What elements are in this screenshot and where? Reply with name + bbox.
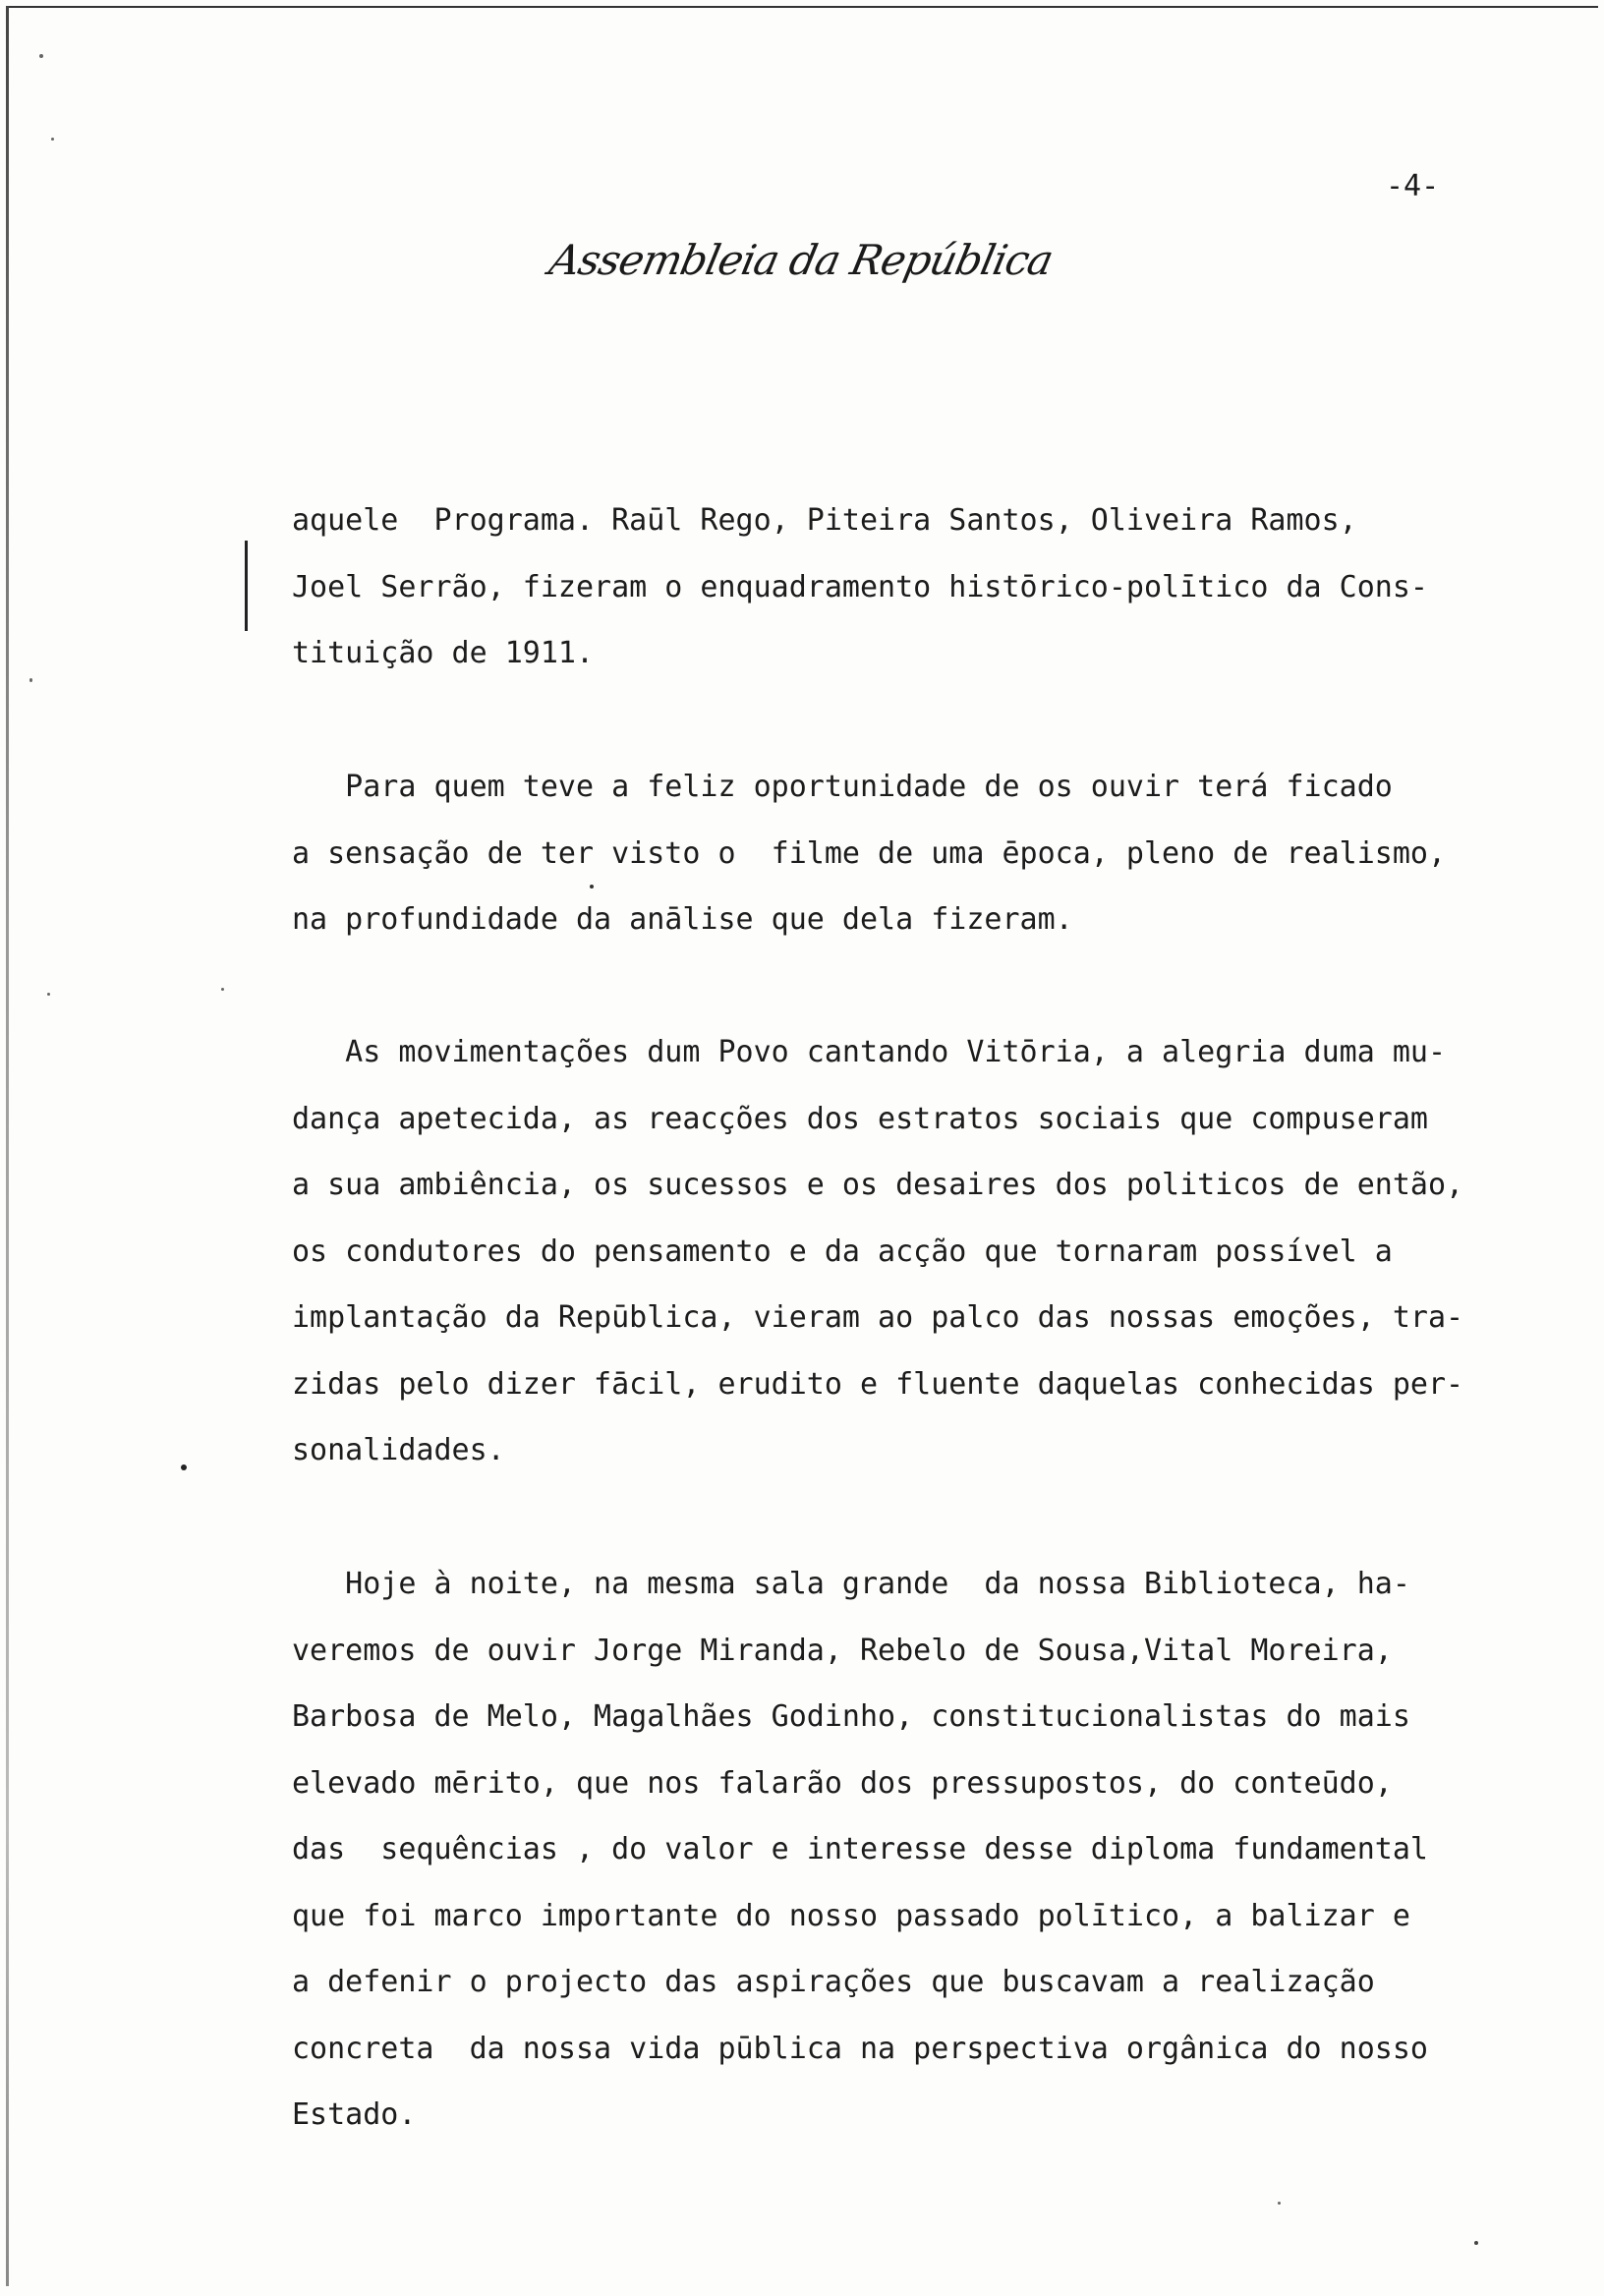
scan-left-edge	[6, 6, 9, 2286]
text-line: a sua ambiência, os sucessos e os desaires dos politicos de então,	[292, 1168, 1464, 1202]
paragraph-3	[292, 1019, 1463, 1484]
text-line: tituição de 1911.	[292, 636, 595, 670]
text-line: elevado mērito, que nos falarão dos pressupostos, do conteūdo,	[292, 1765, 1393, 1801]
scan-top-edge	[6, 6, 1598, 8]
text-line: Joel Serrão, fizeram o enquadramento histōrico-polītico da Cons-	[292, 569, 1428, 604]
scan-speck	[29, 678, 32, 682]
scan-speck	[51, 138, 54, 141]
text-line: Estado.	[292, 2097, 417, 2132]
page-number: -4-	[1386, 169, 1440, 203]
text-line: aquele Programa. Raūl Rego, Piteira Santos, Oliveira Ramos,	[292, 503, 1357, 538]
text-line: veremos de ouvir Jorge Miranda, Rebelo de Sousa,Vital Moreira,	[292, 1633, 1393, 1668]
text-line: Hoje à noite, na mesma sala grande da nossa Biblioteca, ha-	[292, 1567, 1410, 1601]
text-line: zidas pelo dizer fācil, erudito e fluente daquelas conhecidas per-	[292, 1366, 1464, 1402]
letterhead-title: Assembleia da República	[544, 236, 1058, 284]
scan-speck	[47, 993, 50, 996]
text-line: As movimentações dum Povo cantando Vitōria, a alegria duma mu-	[292, 1035, 1446, 1069]
scan-speck	[1278, 2202, 1281, 2205]
text-line: os condutores do pensamento e da acção que tornaram possível a	[292, 1234, 1393, 1269]
text-line: Para quem teve a feliz oportunidade de os ouvir terá ficado	[292, 770, 1393, 804]
margin-mark	[245, 541, 248, 631]
paragraph-1	[292, 488, 1428, 687]
scan-speck	[181, 1464, 187, 1470]
text-line: a sensação de ter visto o filme de uma ēpoca, pleno de realismo,	[292, 835, 1446, 871]
scan-speck	[39, 54, 43, 58]
text-line: que foi marco importante do nosso passado polītico, a balizar e	[292, 1898, 1410, 1933]
text-line: concreta da nossa vida pūblica na perspectiva orgânica do nosso	[292, 2031, 1428, 2066]
text-line: na profundidade da anālise que dela fizeram.	[292, 902, 1073, 937]
scan-speck	[1474, 2241, 1478, 2245]
paragraph-4	[292, 1551, 1428, 2149]
text-line: implantação da Repūblica, vieram ao palco das nossas emoções, tra-	[292, 1300, 1464, 1335]
text-line: das sequências , do valor e interesse desse diploma fundamental	[292, 1832, 1428, 1866]
text-line: Barbosa de Melo, Magalhães Godinho, constitucionalistas do mais	[292, 1699, 1410, 1734]
text-line: sonalidades.	[292, 1433, 505, 1467]
scan-speck	[221, 988, 224, 991]
paragraph-2	[292, 754, 1446, 953]
text-line: a defenir o projecto das aspirações que buscavam a realização	[292, 1965, 1375, 1999]
text-line: dança apetecida, as reacções dos estratos sociais que compuseram	[292, 1101, 1428, 1136]
